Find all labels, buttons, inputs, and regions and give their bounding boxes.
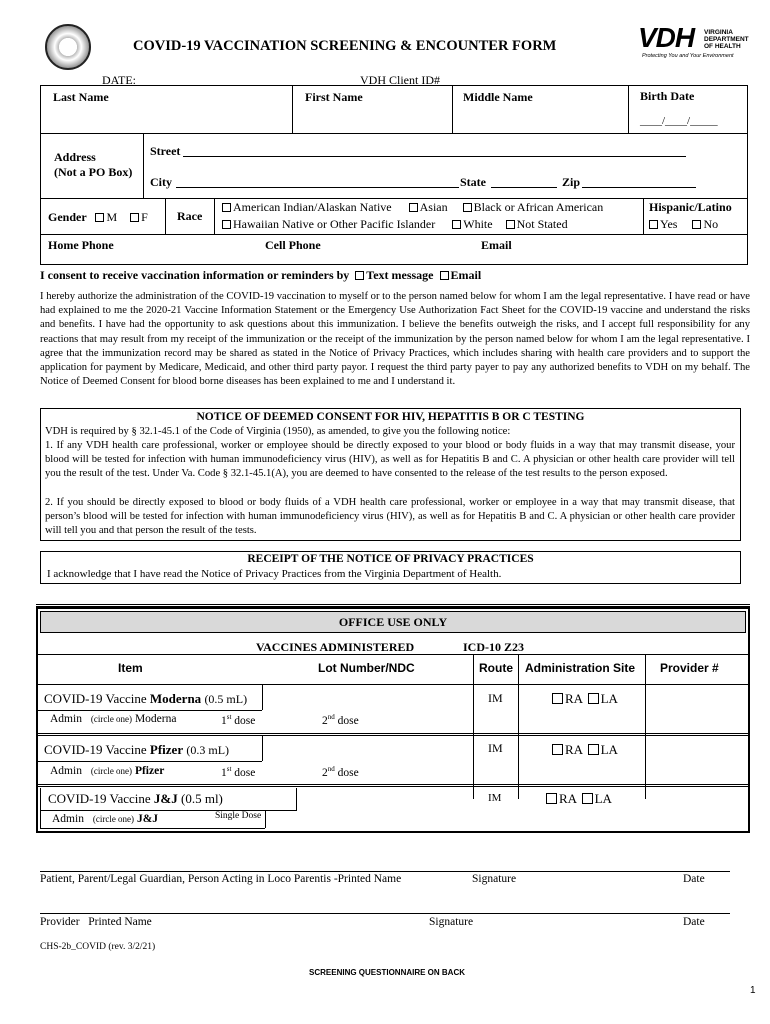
route-moderna: IM — [488, 691, 503, 705]
provider-signature-label: Signature — [429, 916, 474, 928]
hispanic-options: Yes No — [649, 217, 718, 232]
jj-ra-checkbox[interactable] — [546, 793, 557, 804]
vaccine-row-jj: COVID-19 Vaccine J&J (0.5 ml) — [48, 791, 223, 806]
page-number: 1 — [750, 985, 756, 996]
jj-single-dose[interactable]: Single Dose — [215, 811, 262, 821]
race-row-2: Hawaiian Native or Other Pacific Islander White Not Stated — [222, 217, 568, 232]
race-asian-checkbox[interactable] — [409, 203, 418, 212]
patient-signature-line[interactable] — [40, 871, 730, 872]
vaccine-row-moderna: COVID-19 Vaccine Moderna (0.5 mL) — [44, 691, 248, 706]
pfizer-ra-checkbox[interactable] — [552, 744, 563, 755]
patient-signature-label: Signature — [472, 873, 517, 885]
pfizer-dose-2[interactable]: 2nd dose — [322, 765, 359, 779]
route-jj: IM — [488, 792, 502, 804]
state-field[interactable] — [491, 187, 557, 188]
admin-jj: Admin (circle one) J&J — [52, 813, 159, 825]
col-site: Administration Site — [525, 661, 636, 675]
middle-name-label: Middle Name — [463, 90, 533, 104]
moderna-dose-1[interactable]: 1st dose — [221, 713, 256, 727]
text-message-checkbox[interactable] — [355, 271, 364, 280]
race-white-checkbox[interactable] — [452, 220, 461, 229]
provider-printed-name-label: Provider Printed Name — [40, 916, 152, 928]
home-phone-label: Home Phone — [48, 238, 114, 252]
admin-moderna: Admin (circle one) Moderna — [50, 713, 177, 725]
last-name-field[interactable] — [42, 105, 290, 131]
moderna-la-checkbox[interactable] — [588, 693, 599, 704]
lot-jj-field[interactable] — [298, 789, 471, 809]
hispanic-yes-checkbox[interactable] — [649, 220, 658, 229]
email-label: Email — [481, 238, 512, 252]
lot-pfizer-field[interactable] — [264, 738, 471, 760]
deemed-item-1: 1. If any VDH health care professional, worker or employee should be directly exposed to your blood or body fluids in a way that may transmit disease, your blood will be tested for infection with human immunodeficiency virus (HIV), as well as for Hepatitis B and C. A physician or other health care provider will tell you the result of the test. Under Va. Code § 32.1-45.1(A), you are deemed to have consented to the release of the test results to the person exposed. — [45, 440, 735, 480]
street-field[interactable] — [183, 156, 686, 157]
middle-name-field[interactable] — [454, 105, 626, 131]
authorization-paragraph: I hereby authorize the administration of the COVID-19 vaccination to myself or to the person named below for whom I am the legal representative. I have read or have had explained to me the 2020-21 Vaccine Information Statement or the Emergency Use Authorization Fact Sheet for the COVID-19 vaccine and understand the risks and benefits. I have had the opportunity to ask questions about this immunization. I believe the benefits outweigh the risks, and I accept full responsibility for any reactions that may result from my receipt of the immunization or the receipt of the immunization by the person named below for whom I am the legal representative. I agree that the immunization record may be shared as stated in the Notice of Privacy Practices, which includes sharing with health care providers and to support the application for payment by Medicare, Medicaid, and other third party payor. I request the third party payer to pay any authorized benefits to VDH on my behalf. The Notice of Deemed Consent for blood borne diseases has been explained to me and I understand it. — [40, 291, 750, 388]
zip-label: Zip — [562, 175, 581, 189]
city-field[interactable] — [176, 187, 459, 188]
birth-date-label: Birth Date — [640, 89, 695, 103]
hispanic-no-checkbox[interactable] — [692, 220, 701, 229]
col-provider: Provider # — [660, 661, 719, 675]
moderna-ra-checkbox[interactable] — [552, 693, 563, 704]
form-code: CHS-2b_COVID (rev. 3/2/21) — [40, 942, 156, 952]
city-label: City — [150, 175, 172, 189]
client-id-label: VDH Client ID# — [360, 73, 440, 87]
address-label: Address — [54, 150, 96, 164]
col-lot: Lot Number/NDC — [318, 661, 415, 675]
date-label: DATE: — [102, 73, 136, 87]
last-name-label: Last Name — [53, 90, 109, 104]
vaccine-row-pfizer: COVID-19 Vaccine Pfizer (0.3 mL) — [44, 742, 230, 757]
email-consent-checkbox[interactable] — [440, 271, 449, 280]
race-not-stated-checkbox[interactable] — [506, 220, 515, 229]
vdh-logo: VDH VIRGINIA DEPARTMENT OF HEALTH Protecting You and Your Environment — [638, 22, 749, 59]
route-pfizer: IM — [488, 741, 503, 755]
jj-la-checkbox[interactable] — [582, 793, 593, 804]
privacy-title: RECEIPT OF THE NOTICE OF PRIVACY PRACTICES — [247, 553, 534, 565]
pfizer-dose-1[interactable]: 1st dose — [221, 765, 256, 779]
vaccines-administered-label: VACCINES ADMINISTERED — [256, 640, 415, 654]
race-native-checkbox[interactable] — [222, 203, 231, 212]
race-row-1: American Indian/Alaskan Native Asian Black or African American — [222, 200, 603, 215]
col-route: Route — [479, 661, 513, 675]
race-label: Race — [177, 209, 203, 223]
admin-pfizer: Admin (circle one) Pfizer — [50, 765, 165, 777]
col-item: Item — [118, 661, 143, 675]
site-moderna: RA LA — [552, 691, 618, 707]
deemed-item-2: 2. If you should be directly exposed to blood or body fluids of a VDH health care professional, worker or employee in a way that may transmit disease, that person’s blood will be tested for infection with human immunodeficiency virus (HIV), as well as for Hepatitis B and C. A physician or other health care provider will tell you and that person the result of the tests. — [45, 497, 735, 537]
provider-date-label: Date — [683, 916, 705, 928]
deemed-consent-title: NOTICE OF DEEMED CONSENT FOR HIV, HEPATITIS B OR C TESTING — [196, 411, 585, 423]
patient-printed-name-label: Patient, Parent/Legal Guardian, Person Acting in Loco Parentis -Printed Name — [40, 873, 402, 885]
first-name-field[interactable] — [294, 105, 450, 131]
icd-code: ICD-10 Z23 — [463, 640, 525, 654]
state-label: State — [460, 175, 486, 189]
first-name-label: First Name — [305, 90, 363, 104]
pfizer-la-checkbox[interactable] — [588, 744, 599, 755]
reminder-consent: I consent to receive vaccination information or reminders by Text message Email — [40, 268, 482, 282]
site-jj: RA LA — [546, 791, 612, 807]
lot-moderna-field[interactable] — [264, 686, 471, 708]
hispanic-label: Hispanic/Latino — [649, 200, 732, 214]
office-use-title: OFFICE USE ONLY — [338, 615, 448, 629]
privacy-text: I acknowledge that I have read the Notice of Privacy Practices from the Virginia Department of Health. — [47, 568, 502, 580]
birth-date-field[interactable]: ____/____/_____ — [640, 115, 718, 127]
address-sub-label: (Not a PO Box) — [54, 165, 133, 179]
gender-f-checkbox[interactable] — [130, 213, 139, 222]
gender-label: Gender M F — [48, 210, 148, 224]
site-pfizer: RA LA — [552, 742, 618, 758]
gender-m-checkbox[interactable] — [95, 213, 104, 222]
virginia-seal-logo — [45, 24, 91, 70]
provider-signature-line[interactable] — [40, 913, 730, 914]
deemed-intro: VDH is required by § 32.1-45.1 of the Code of Virginia (1950), as amended, to give you the following notice: — [45, 426, 511, 437]
form-title: COVID-19 VACCINATION SCREENING & ENCOUNTER FORM — [133, 38, 557, 54]
race-black-checkbox[interactable] — [463, 203, 472, 212]
patient-date-label: Date — [683, 873, 705, 885]
cell-phone-label: Cell Phone — [265, 238, 321, 252]
moderna-dose-2[interactable]: 2nd dose — [322, 713, 359, 727]
back-note: SCREENING QUESTIONNAIRE ON BACK — [309, 968, 466, 977]
zip-field[interactable] — [582, 187, 696, 188]
street-label: Street — [150, 144, 181, 158]
race-hawaiian-checkbox[interactable] — [222, 220, 231, 229]
